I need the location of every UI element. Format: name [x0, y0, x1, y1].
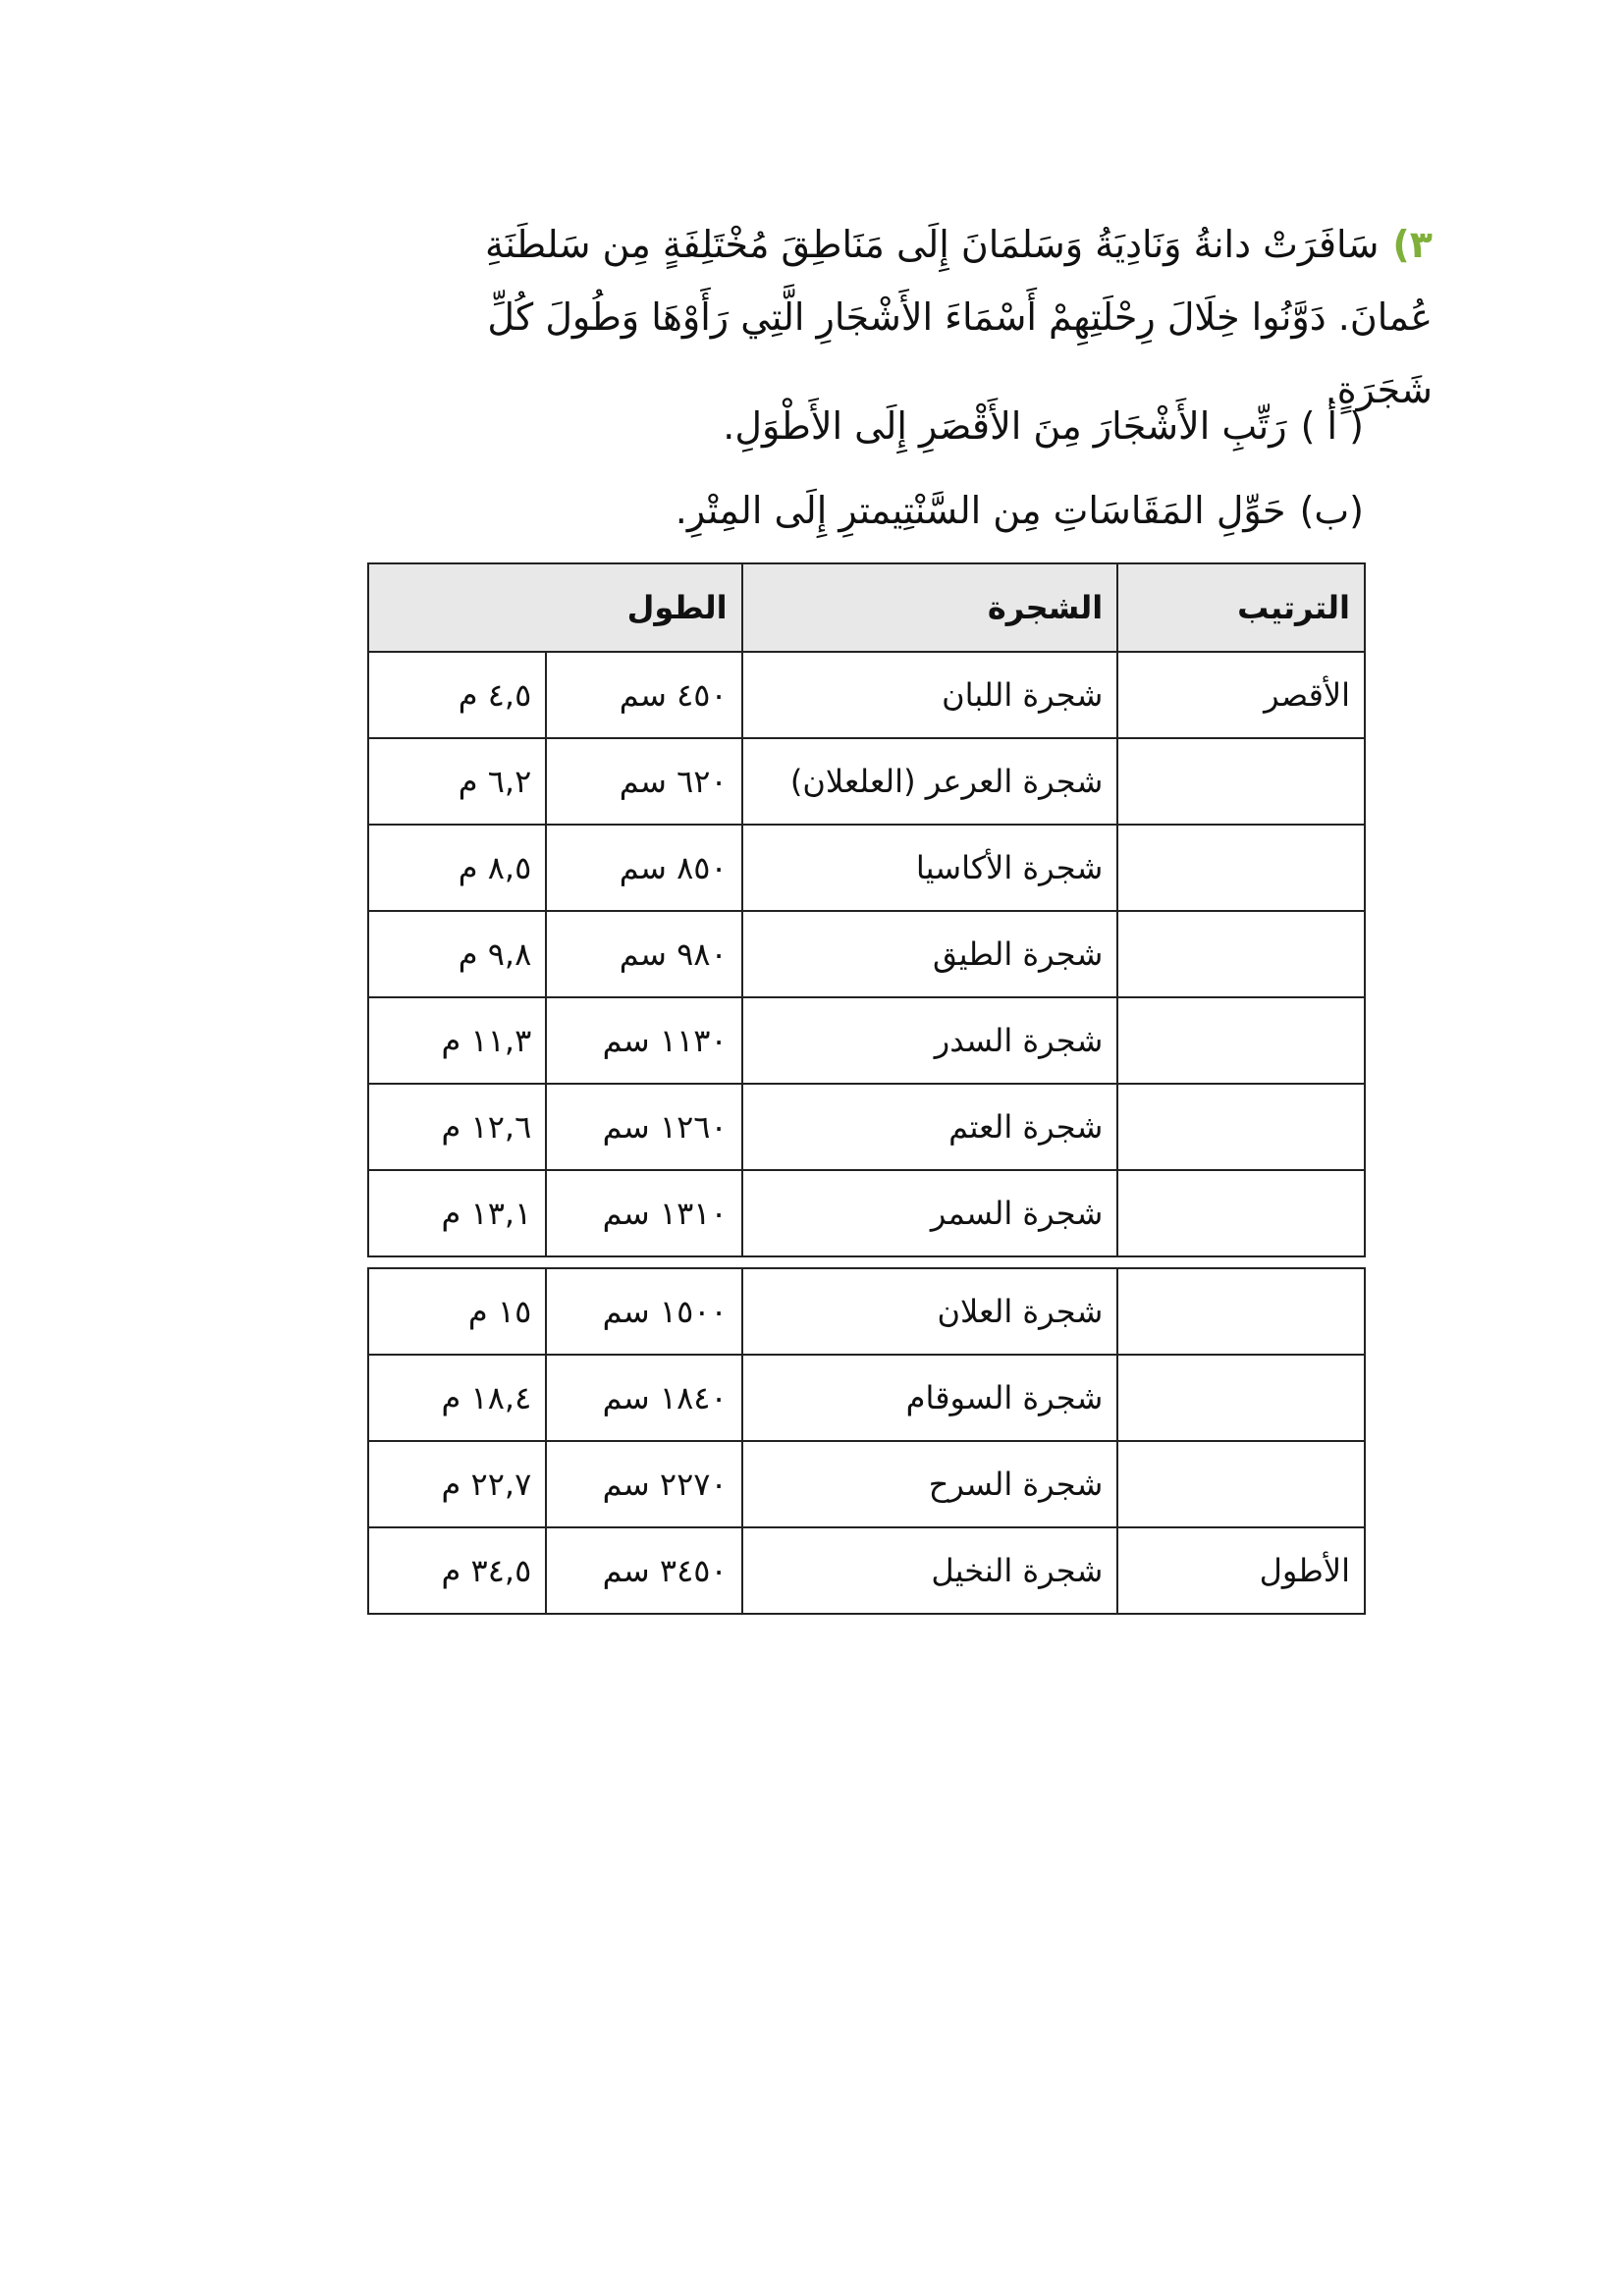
tree-name-cell: شجرة العتم	[742, 1084, 1118, 1170]
table-spacer	[368, 1256, 1365, 1268]
header-tree: الشجرة	[742, 563, 1118, 652]
header-rank: الترتيب	[1117, 563, 1365, 652]
table-row	[368, 1355, 1365, 1441]
length-m-cell: ٦,٢ م	[368, 738, 546, 825]
rank-cell	[1117, 825, 1365, 911]
length-cm-cell: ٩٨٠ سم	[546, 911, 741, 997]
length-m-cell: ٨,٥ م	[368, 825, 546, 911]
table-row	[368, 911, 1365, 997]
subquestion-b	[676, 489, 1364, 532]
question-3	[411, 208, 1433, 426]
rank-cell	[1117, 1355, 1365, 1441]
length-cm-cell: ١٢٦٠ سم	[546, 1084, 741, 1170]
table-row	[368, 1527, 1365, 1614]
question-number: ٣)	[1392, 223, 1433, 266]
table-row	[368, 825, 1365, 911]
rank-cell	[1117, 911, 1365, 997]
table-row	[368, 1084, 1365, 1170]
tree-name-cell: شجرة السوقام	[742, 1355, 1118, 1441]
question-text: سَافَرَتْ دانةُ وَنَادِيَةُ وَسَلمَانَ إِلَى مَنَاطِقَ مُخْتَلِفَةٍ مِن سَلطَنَةِ عُمانَ. دَوَّنُوا خِلَالَ رِحْلَتِهِمْ أَسْمَاءَ الأَشْجَارِ الَّتِي رَأَوْهَا وَطُولَ كُلِّ شَجَرَةٍ.	[485, 223, 1433, 411]
tree-name-cell: شجرة العلان	[742, 1268, 1118, 1355]
length-cm-cell: ٦٢٠ سم	[546, 738, 741, 825]
length-cm-cell: ١٣١٠ سم	[546, 1170, 741, 1256]
rank-cell	[1117, 738, 1365, 825]
subquestion-a-label: ( أ )	[1300, 404, 1364, 448]
tree-name-cell: شجرة الأكاسيا	[742, 825, 1118, 911]
length-m-cell: ١٥ م	[368, 1268, 546, 1355]
table-row	[368, 652, 1365, 738]
rank-cell	[1117, 997, 1365, 1084]
length-cm-cell: ٣٤٥٠ سم	[546, 1527, 741, 1614]
table-spacer-row	[368, 1256, 1365, 1268]
table-row	[368, 1441, 1365, 1527]
tree-name-cell: شجرة العرعر (العلعلان)	[742, 738, 1118, 825]
length-cm-cell: ١١٣٠ سم	[546, 997, 741, 1084]
subquestion-a	[723, 404, 1364, 448]
length-cm-cell: ٤٥٠ سم	[546, 652, 741, 738]
length-m-cell: ١٣,١ م	[368, 1170, 546, 1256]
rank-cell: الأقصر	[1117, 652, 1365, 738]
tree-name-cell: شجرة اللبان	[742, 652, 1118, 738]
subquestion-b-text: حَوِّلِ المَقَاسَاتِ مِن السَّنْتِيمترِ إِلَى المِتْرِ.	[675, 489, 1286, 532]
length-m-cell: ٩,٨ م	[368, 911, 546, 997]
length-cm-cell: ١٥٠٠ سم	[546, 1268, 741, 1355]
subquestion-b-label: (ب)	[1299, 489, 1364, 532]
rank-cell	[1117, 1441, 1365, 1527]
rank-cell	[1117, 1268, 1365, 1355]
tree-name-cell: شجرة السدر	[742, 997, 1118, 1084]
tree-name-cell: شجرة السرح	[742, 1441, 1118, 1527]
length-cm-cell: ٨٥٠ سم	[546, 825, 741, 911]
header-length: الطول	[368, 563, 742, 652]
tree-name-cell: شجرة النخيل	[742, 1527, 1118, 1614]
table-row	[368, 738, 1365, 825]
rank-cell: الأطول	[1117, 1527, 1365, 1614]
rank-cell	[1117, 1170, 1365, 1256]
subquestion-a-text: رَتِّبِ الأَشْجَارَ مِنَ الأَقْصَرِ إِلَى الأَطْوَلِ.	[723, 404, 1287, 448]
tree-name-cell: شجرة السمر	[742, 1170, 1118, 1256]
length-m-cell: ١١,٣ م	[368, 997, 546, 1084]
length-m-cell: ١٨,٤ م	[368, 1355, 546, 1441]
length-m-cell: ٢٢,٧ م	[368, 1441, 546, 1527]
table-row	[368, 1170, 1365, 1256]
length-m-cell: ١٢,٦ م	[368, 1084, 546, 1170]
trees-table	[367, 562, 1366, 1615]
table-row	[368, 1268, 1365, 1355]
length-m-cell: ٣٤,٥ م	[368, 1527, 546, 1614]
length-cm-cell: ١٨٤٠ سم	[546, 1355, 741, 1441]
table-row	[368, 997, 1365, 1084]
rank-cell	[1117, 1084, 1365, 1170]
tree-name-cell: شجرة الطيق	[742, 911, 1118, 997]
table-header-row	[368, 563, 1365, 652]
length-m-cell: ٤,٥ م	[368, 652, 546, 738]
length-cm-cell: ٢٢٧٠ سم	[546, 1441, 741, 1527]
